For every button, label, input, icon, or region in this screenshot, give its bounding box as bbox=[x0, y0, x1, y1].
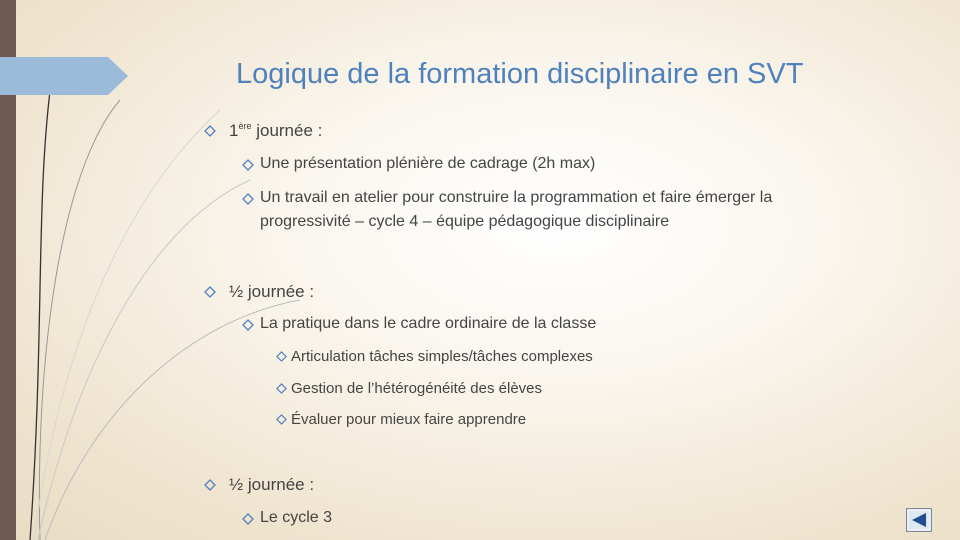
workshop-text: Un travail en atelier pour construire la programmation et faire émerger la progressivité – cycle 4 – équipe pédagogique disciplinaire bbox=[260, 189, 773, 230]
evaluation-text: Évaluer pour mieux faire apprendre bbox=[291, 411, 527, 428]
bullet-classroom-practice bbox=[242, 315, 596, 333]
heterogeneity-text: Gestion de l’hétérogénéité des élèves bbox=[291, 380, 543, 397]
tasks-text: Articulation tâches simples/tâches complexes bbox=[291, 348, 593, 365]
classroom-practice-text: La pratique dans le cadre ordinaire de la classe bbox=[260, 315, 597, 332]
bullet-tasks bbox=[276, 348, 593, 365]
bullet-cycle3 bbox=[242, 509, 332, 527]
bullet-evaluation bbox=[276, 411, 526, 428]
title-accent-tab bbox=[0, 57, 128, 95]
diamond-bullet-icon bbox=[276, 414, 287, 425]
diamond-bullet-icon bbox=[204, 479, 216, 491]
diamond-bullet-icon bbox=[276, 383, 287, 394]
cycle3-text: Le cycle 3 bbox=[260, 509, 333, 526]
first-day-label: 1ère journée : bbox=[229, 121, 323, 140]
diamond-bullet-icon bbox=[204, 286, 216, 298]
diamond-bullet-icon bbox=[242, 513, 254, 525]
plenary-text: Une présentation plénière de cadrage (2h max) bbox=[260, 155, 596, 172]
slide-title: Logique de la formation disciplinaire en SVT bbox=[236, 58, 804, 90]
half-day-label: ½ journée : bbox=[229, 475, 315, 494]
diamond-bullet-icon bbox=[242, 159, 254, 171]
diamond-bullet-icon bbox=[242, 319, 254, 331]
bullet-heterogeneity bbox=[276, 380, 542, 397]
bullet-plenary bbox=[242, 155, 595, 173]
previous-slide-button[interactable] bbox=[906, 508, 932, 532]
diamond-bullet-icon bbox=[276, 351, 287, 362]
bullet-half-day-2 bbox=[204, 475, 314, 495]
diamond-bullet-icon bbox=[242, 193, 254, 205]
bullet-half-day-1 bbox=[204, 282, 314, 302]
diamond-bullet-icon bbox=[204, 125, 216, 137]
bullet-workshop bbox=[242, 186, 842, 234]
bullet-first-day bbox=[204, 121, 322, 141]
half-day-label: ½ journée : bbox=[229, 282, 315, 301]
